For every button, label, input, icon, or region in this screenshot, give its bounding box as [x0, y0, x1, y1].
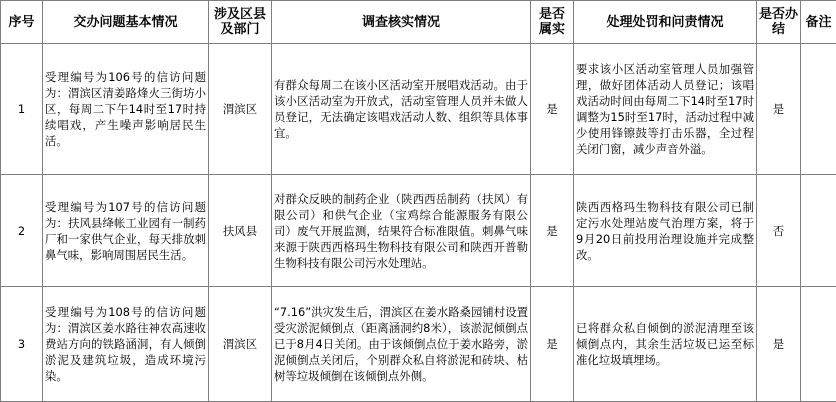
table-row	[1, 175, 836, 287]
cell-investigation: 对群众反映的制药企业（陕西西岳制药（扶风）有限公司）和供气企业（宝鸡综合能源服务有限公司）废气开展监测，结果符合标准限值。刺鼻气味来源于陕西西格玛生物科技有限公司和陕西开普勒生物科技有限公司污水处理站。	[272, 175, 531, 287]
header-dept: 涉及区县及部门	[209, 1, 272, 44]
header-investigation: 调查核实情况	[272, 1, 531, 44]
header-note: 备注	[801, 1, 836, 44]
cell-completed: 否	[757, 175, 801, 287]
header-verified: 是否属实	[531, 1, 574, 44]
table-header-row	[1, 1, 836, 44]
cell-issue: 受理编号为108号的信访问题为：渭滨区姜水路往神农高速收费站方向的铁路涵洞，有人倾倒淤泥及建筑垃圾，造成环境污染。	[43, 287, 209, 402]
header-issue: 交办问题基本情况	[43, 1, 209, 44]
cell-issue: 受理编号为107号的信访问题为：扶风县绛帐工业园有一制药厂和一家供气企业，每天排放刺鼻气味，影响周围居民生活。	[43, 175, 209, 287]
cell-dept: 扶风县	[209, 175, 272, 287]
cell-dept: 渭滨区	[209, 44, 272, 175]
cell-investigation: “7.16”洪灾发生后，渭滨区在姜水路桑园铺村设置受灾淤泥倾倒点（距离涵洞约8米），该淤泥倾倒点已于8月4日关闭。由于该倾倒点位于姜水路旁，淤泥倾倒点关闭后，个别群众私自将淤泥和砖块、枯树等垃圾倾倒在该倾倒点外侧。	[272, 287, 531, 402]
table-row	[1, 44, 836, 175]
cell-handling: 陕西西格玛生物科技有限公司已制定污水处理站废气治理方案，将于9月20日前投用治理设施并完成整改。	[574, 175, 757, 287]
table-row	[1, 287, 836, 402]
cell-seq: 2	[1, 175, 43, 287]
cell-handling: 要求该小区活动室管理人员加强管理，做好团体活动人员登记；该唱戏活动时间由每周二下14时至17时调整为15时至17时，活动过程中减少使用锋镲鼓等打击乐器，全过程关闭门窗，减少声音外溢。	[574, 44, 757, 175]
cell-seq: 3	[1, 287, 43, 402]
cell-investigation: 有群众每周二在该小区活动室开展唱戏活动。由于该小区活动室为开放式，活动室管理人员并未做人员登记，无法确定该唱戏活动人数、组织等具体事宜。	[272, 44, 531, 175]
header-completed: 是否办结	[757, 1, 801, 44]
cell-verified: 是	[531, 44, 574, 175]
cell-handling: 已将群众私自倾倒的淤泥清理至该倾倒点内，其余生活垃圾已运至标准化垃圾填埋场。	[574, 287, 757, 402]
cell-completed: 是	[757, 44, 801, 175]
cell-seq: 1	[1, 44, 43, 175]
header-seq: 序号	[1, 1, 43, 44]
header-handling: 处理处罚和问责情况	[574, 1, 757, 44]
cell-completed: 是	[757, 287, 801, 402]
cell-verified: 是	[531, 287, 574, 402]
cell-note	[801, 175, 836, 287]
cell-dept: 渭滨区	[209, 287, 272, 402]
cell-note	[801, 44, 836, 175]
cell-note	[801, 287, 836, 402]
cell-issue: 受理编号为106号的信访问题为：渭滨区清姜路烽火三街坊小区，每周二下午14时至17时持续唱戏，产生噪声影响居民生活。	[43, 44, 209, 175]
cell-verified: 是	[531, 175, 574, 287]
